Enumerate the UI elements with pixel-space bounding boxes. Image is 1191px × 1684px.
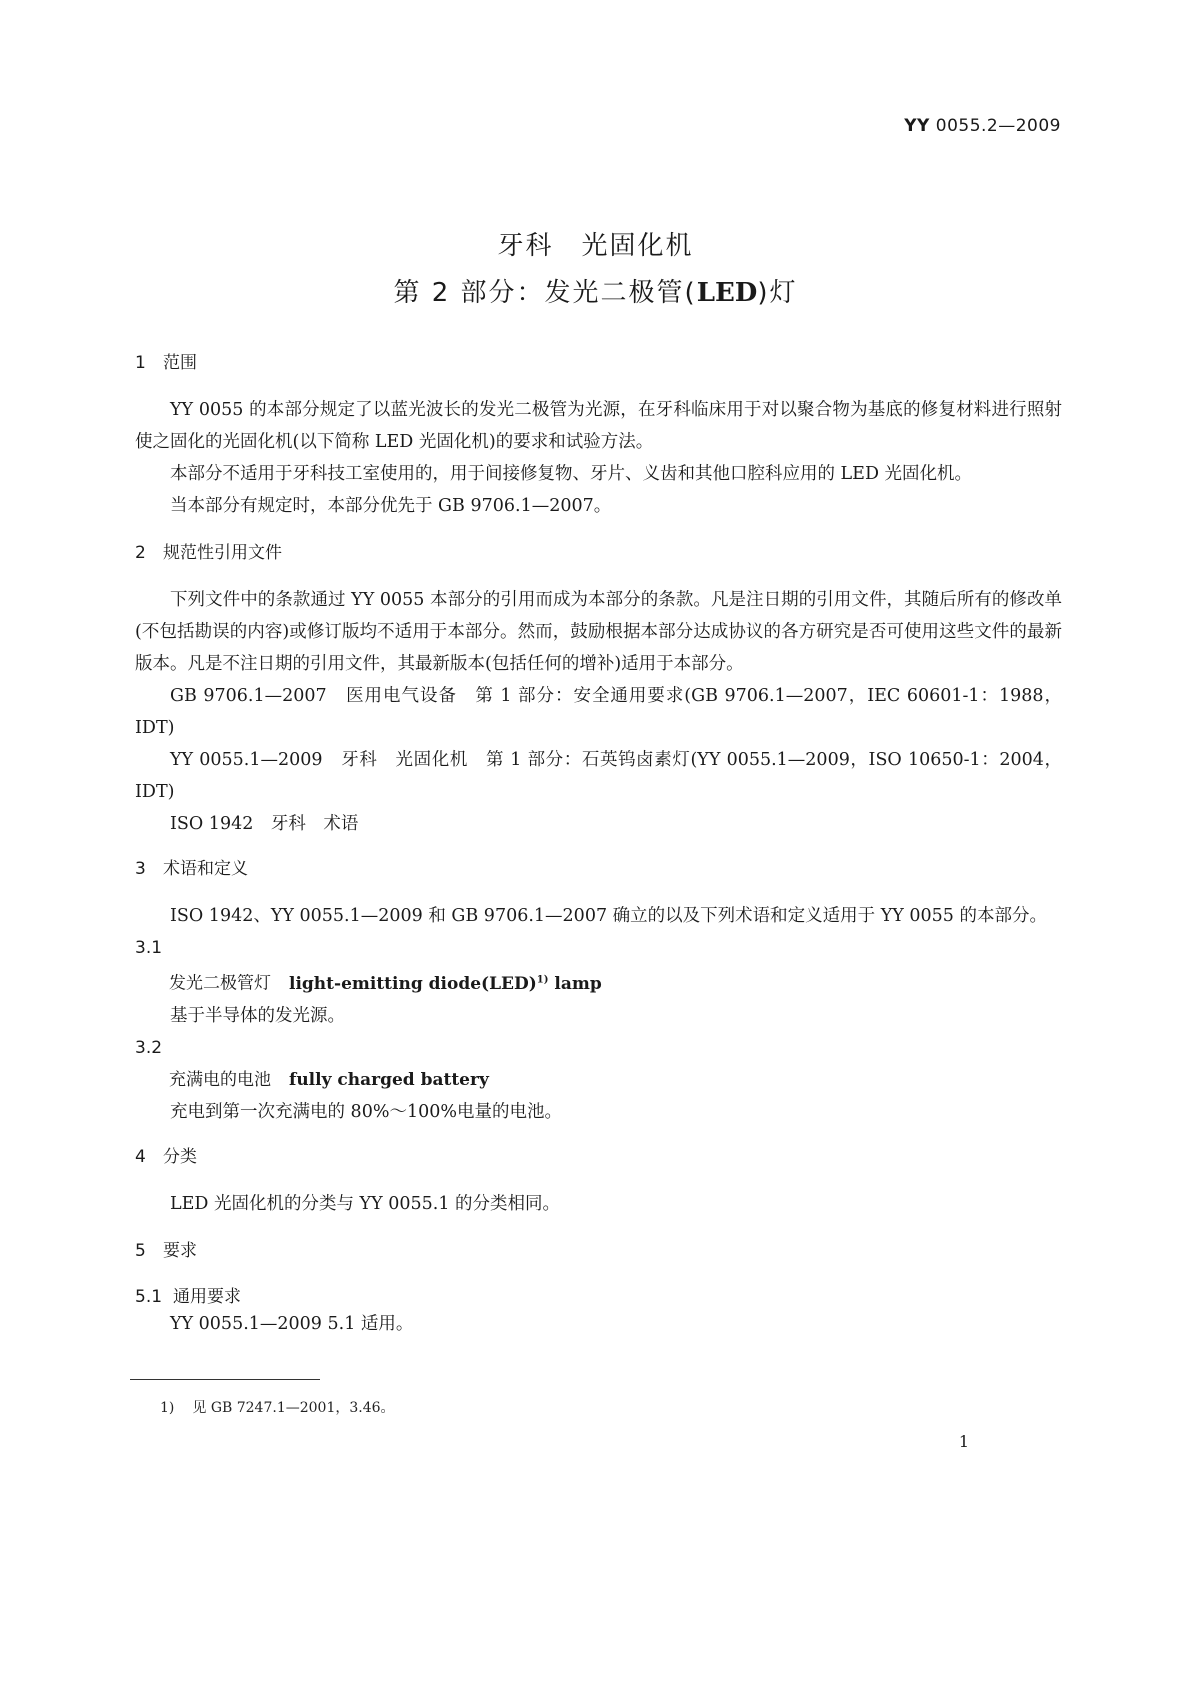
paragraph: 本部分不适用于牙科技工室使用的，用于间接修复物、牙片、义齿和其他口腔科应用的 LED 光固化机。 — [170, 464, 973, 484]
section-1-heading — [135, 352, 1062, 374]
standard-prefix: YY — [904, 116, 930, 136]
term-entry — [135, 1064, 1062, 1096]
footnote-mark: 1) — [160, 1400, 175, 1416]
section-number: 5 — [135, 1240, 146, 1261]
term-chinese: 发光二极管灯 — [169, 973, 271, 994]
paragraph: LED 光固化机的分类与 YY 0055.1 的分类相同。 — [170, 1193, 561, 1214]
subsection-5-1-heading — [135, 1286, 1062, 1308]
reference-entry: YY 0055.1—2009 牙科 光固化机 第 1 部分：石英钨卤素灯(YY 0055.1—2009，ISO 10650-1：2004，IDT) — [135, 750, 1062, 802]
section-title: 要求 — [163, 1240, 197, 1261]
section-number: 1 — [135, 353, 146, 373]
paragraph: 下列文件中的条款通过 YY 0055 本部分的引用而成为本部分的条款。凡是注日期的引用文件，其随后所有的修改单(不包括勘误的内容)或修订版均不适用于本部分。然而，鼓励根据本部分达成协议的各方研究是否可使用这些文件的最新版本。凡是不注日期的引用文件，其最新版本(包括任何的增补)适用于本部分。 — [135, 590, 1062, 674]
standard-code — [904, 116, 1061, 136]
section-4-heading — [135, 1146, 1062, 1168]
subsection-number: 5.1 — [135, 1286, 163, 1307]
paragraph: 当本部分有规定时，本部分优先于 GB 9706.1—2007。 — [170, 496, 612, 516]
footnote-reference: 1) — [536, 974, 549, 985]
paragraph: YY 0055.1—2009 5.1 适用。 — [170, 1313, 414, 1334]
section-title: 范围 — [163, 353, 197, 373]
term-number: 3.2 — [135, 1037, 163, 1058]
term-english: fully charged battery — [289, 1069, 489, 1090]
reference-entry: GB 9706.1—2007 医用电气设备 第 1 部分：安全通用要求(GB 9706.1—2007，IEC 60601-1：1988，IDT) — [135, 686, 1062, 738]
standard-number: 0055.2—2009 — [935, 116, 1061, 136]
title-line2-latin: LED — [696, 278, 758, 308]
term-number: 3.1 — [135, 938, 163, 958]
title-line2-part-a: 第 2 部分：发光二极管( — [393, 278, 697, 308]
term-chinese: 充满电的电池 — [169, 1069, 271, 1090]
document-title-line1: 牙科 光固化机 — [497, 231, 694, 261]
term-english — [289, 974, 602, 994]
section-number: 3 — [135, 859, 146, 879]
subsection-title: 通用要求 — [173, 1286, 241, 1307]
paragraph: ISO 1942、YY 0055.1—2009 和 GB 9706.1—2007 确立的以及下列术语和定义适用于 YY 0055 的本部分。 — [170, 906, 1047, 926]
section-title: 规范性引用文件 — [163, 543, 282, 563]
section-title: 分类 — [163, 1146, 197, 1167]
section-number: 4 — [135, 1146, 146, 1167]
footnote-divider — [130, 1379, 320, 1380]
term-definition: 基于半导体的发光源。 — [170, 1005, 345, 1026]
paragraph: YY 0055 的本部分规定了以蓝光波长的发光二极管为光源，在牙科临床用于对以聚合物为基底的修复材料进行照射使之固化的光固化机(以下简称 LED 光固化机)的要求和试验方法。 — [135, 400, 1062, 452]
section-number: 2 — [135, 543, 146, 563]
section-title: 术语和定义 — [163, 859, 248, 879]
title-line2-part-b: )灯 — [757, 278, 798, 308]
section-3-heading — [135, 858, 1062, 880]
footnote-text: 见 GB 7247.1—2001，3.46。 — [192, 1400, 395, 1416]
term-definition: 充电到第一次充满电的 80%～100%电量的电池。 — [170, 1101, 562, 1122]
footnote — [160, 1397, 395, 1417]
section-5-heading — [135, 1240, 1062, 1262]
term-entry — [135, 964, 1062, 1000]
document-body — [135, 352, 1062, 1340]
document-title-line2 — [0, 272, 1191, 309]
reference-entry: ISO 1942 牙科 术语 — [170, 814, 359, 834]
page-number: 1 — [958, 1432, 969, 1451]
term-english-part-b: lamp — [548, 973, 602, 994]
section-2-heading — [135, 542, 1062, 564]
term-english-part-a: light-emitting diode(LED) — [289, 973, 537, 994]
